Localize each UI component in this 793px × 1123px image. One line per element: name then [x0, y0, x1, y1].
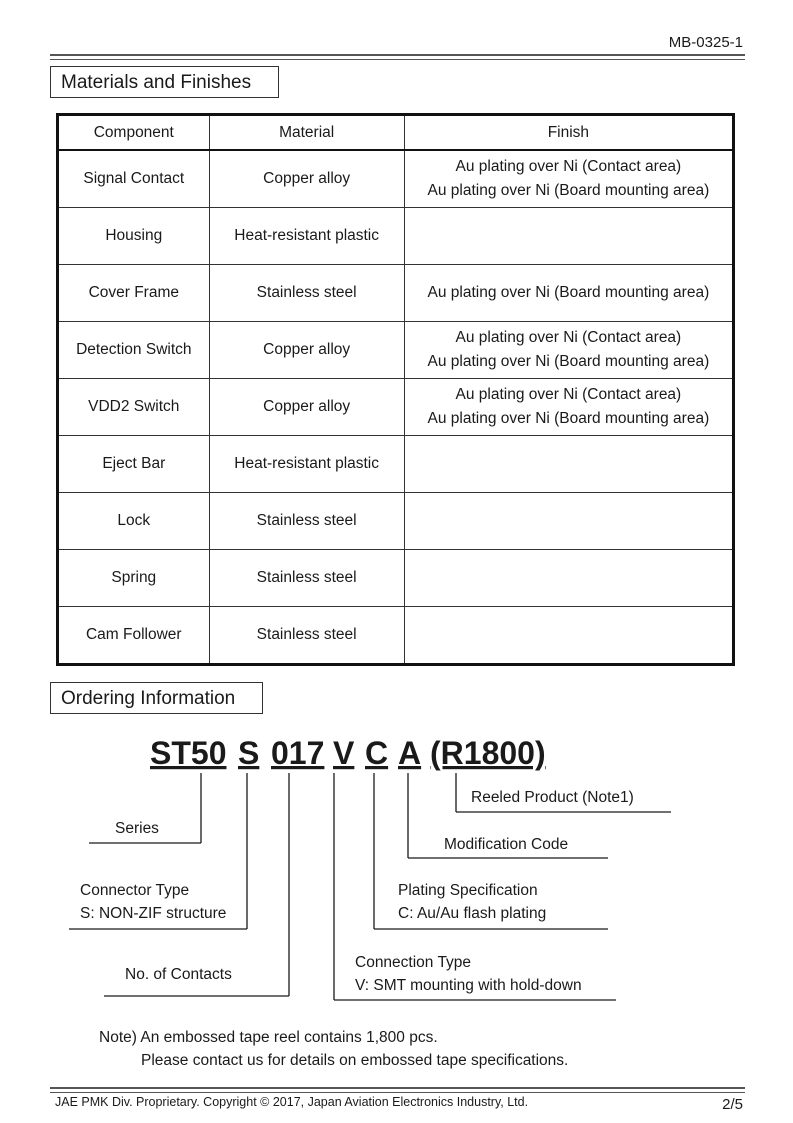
cell-component: Detection Switch: [58, 322, 210, 379]
pn-series: ST50: [150, 735, 227, 771]
note-line-2: Please contact us for details on embossed tape specifications.: [141, 1052, 569, 1069]
footer-rule: [50, 1087, 745, 1093]
cell-component: Lock: [58, 493, 210, 550]
cell-component: Spring: [58, 550, 210, 607]
cell-material: Stainless steel: [209, 607, 404, 665]
cell-material: Copper alloy: [209, 150, 404, 208]
label-connector-type: Connector Type: [80, 882, 190, 899]
cell-component: Cover Frame: [58, 265, 210, 322]
label-reeled: Reeled Product (Note1): [471, 789, 634, 806]
cell-material: Stainless steel: [209, 493, 404, 550]
document-number: MB-0325-1: [668, 34, 743, 51]
label-connection-type-value: V: SMT mounting with hold-down: [355, 977, 582, 994]
pn-reeled: (R1800): [430, 735, 546, 771]
finish-line: Au plating over Ni (Contact area): [455, 329, 682, 346]
page-number: 2/5: [722, 1096, 743, 1113]
cell-material: Stainless steel: [209, 265, 404, 322]
label-contacts: No. of Contacts: [125, 966, 232, 983]
finish-line: Au plating over Ni (Contact area): [455, 386, 682, 403]
column-header-finish: Finish: [404, 115, 733, 151]
cell-component: Cam Follower: [58, 607, 210, 665]
section-title-materials: Materials and Finishes: [50, 66, 279, 98]
cell-component: Signal Contact: [58, 150, 210, 208]
finish-line: Au plating over Ni (Board mounting area): [427, 410, 710, 427]
section-title-ordering: Ordering Information: [50, 682, 263, 714]
footer-copyright: JAE PMK Div. Proprietary. Copyright © 2017, Japan Aviation Electronics Industry, Ltd.: [55, 1095, 529, 1109]
pn-plating: C: [365, 735, 389, 771]
label-connection-type: Connection Type: [355, 954, 472, 971]
pn-modification: A: [398, 735, 422, 771]
cell-material: Copper alloy: [209, 379, 404, 436]
label-plating-value: C: Au/Au flash plating: [398, 905, 547, 922]
finish-line: Au plating over Ni (Contact area): [455, 158, 682, 175]
label-modification: Modification Code: [444, 836, 569, 853]
cell-component: Eject Bar: [58, 436, 210, 493]
cell-material: Heat-resistant plastic: [209, 208, 404, 265]
finish-line: Au plating over Ni (Board mounting area): [427, 284, 710, 301]
column-header-component: Component: [58, 115, 210, 151]
cell-material: Stainless steel: [209, 550, 404, 607]
pn-connector-type: S: [238, 735, 260, 771]
label-series: Series: [115, 820, 159, 837]
label-connector-type-value: S: NON-ZIF structure: [80, 905, 227, 922]
cell-material: Copper alloy: [209, 322, 404, 379]
cell-component: VDD2 Switch: [58, 379, 210, 436]
cell-component: Housing: [58, 208, 210, 265]
label-plating: Plating Specification: [398, 882, 538, 899]
pn-contacts: 017: [271, 735, 325, 771]
column-header-material: Material: [209, 115, 404, 151]
finish-line: Au plating over Ni (Board mounting area): [427, 182, 710, 199]
cell-material: Heat-resistant plastic: [209, 436, 404, 493]
pn-connection-type: V: [333, 735, 355, 771]
ordering-note: [99, 1026, 568, 1072]
note-line-1: Note) An embossed tape reel contains 1,800 pcs.: [99, 1029, 438, 1046]
finish-line: Au plating over Ni (Board mounting area): [427, 353, 710, 370]
